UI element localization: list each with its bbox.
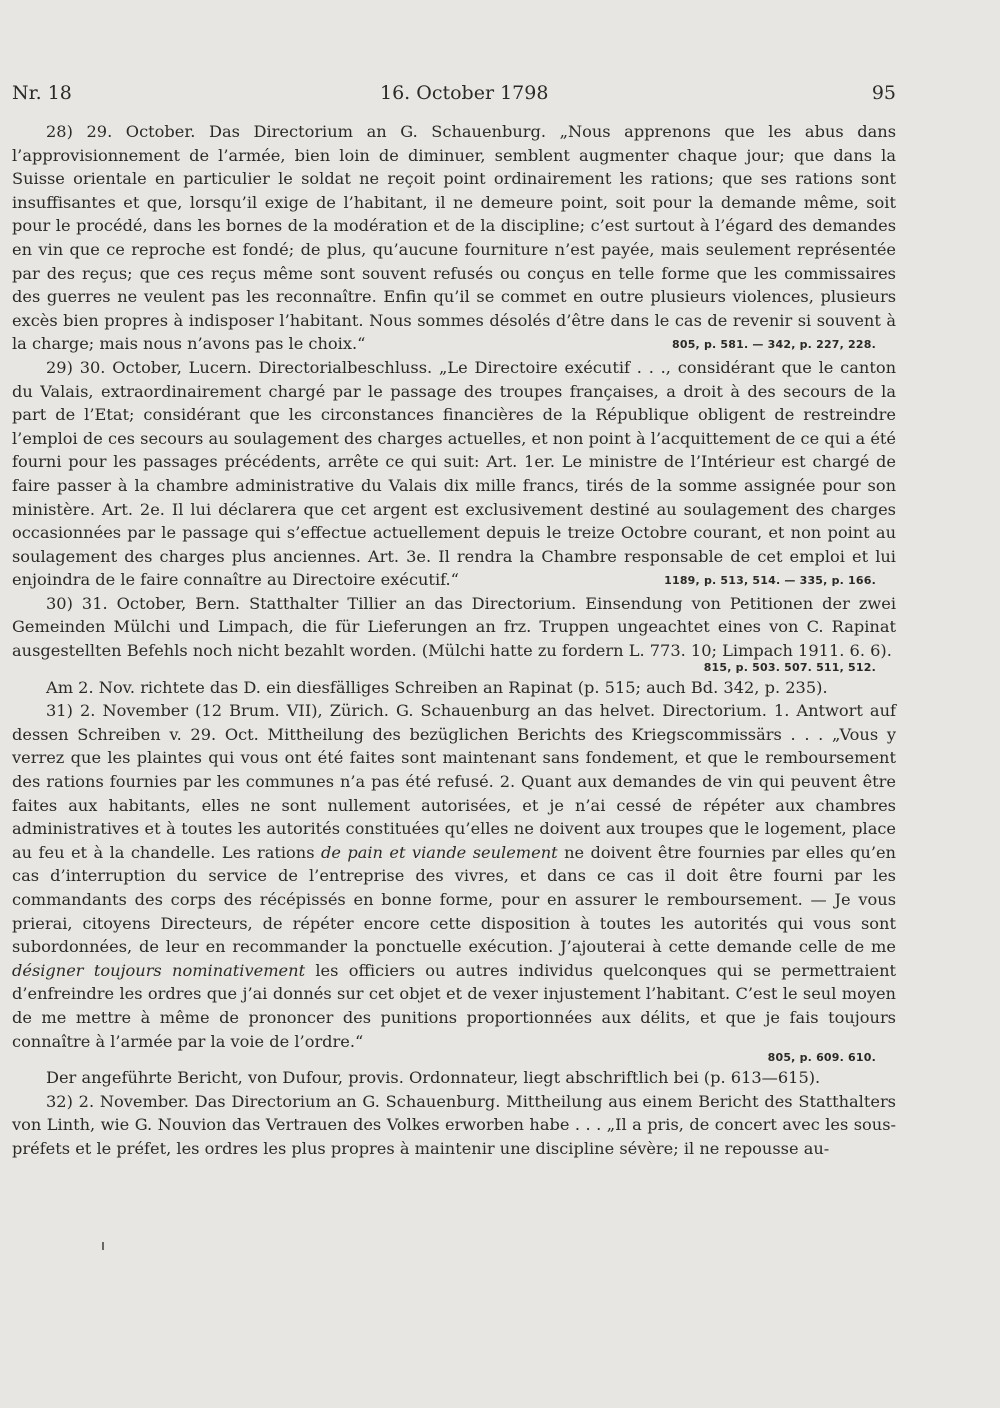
entry-31-text-a: 31) 2. November (12 Brum. VII), Zürich. G. Schauenburg an das helvet. Directorium. 1. Antwort auf dessen Schreiben v. 29. Oct. Mittheilung des bezüglichen Berichts des Kriegscommissärs . . . „Vous y verrez que les plaintes qui vous ont été faites sont maintenant sans fondement, et que le remboursement des rations fournies par les communes n’a pas été refusé. 2. Quant aux demandes de vin qui peuvent être faites aux habitants, elles ne sont nullement autorisées, et je n’ai cessé de répéter aux chambres administratives et à toutes les autorités constituées qu’elles ne doivent aux troupes que le logement, place au feu et à la chandelle. Les rations: [12, 701, 896, 862]
entry-28-reference: 805, p. 581. — 342, p. 227, 228.: [671, 337, 876, 351]
document-number: Nr. 18: [12, 82, 72, 104]
entry-31-emphasis-a: de pain et viande seulement: [320, 842, 558, 862]
entry-30: 30) 31. October, Bern. Statthalter Tillier an das Directorium. Einsendung von Petitionen der zwei Gemeinden Mülchi und Limpach, die für Lieferungen an frz. Truppen ungeachtet eines von C. Rapinat ausgestellten Befehls noch nicht bezahlt worden. (Mülchi hatte zu fordern L. 773. 10; Limpach 1911. 6. 6).: [12, 593, 896, 661]
entry-31-text-b: ne doivent être fournies par elles qu’en cas d’interruption du service de l’entreprise des vivres, et dans ce cas il doit être fourni par les commandants des corps des récépissés en bonne forme, pour en assurer le remboursement. — Je vous prierai, citoyens Directeurs, de répéter encore cette disposition à toutes les autorités qui vous sont subordonnées, de leur en recommander la ponctuelle exécution. J’ajouterai à cette demande celle de me: [12, 842, 896, 957]
document-body: [12, 120, 896, 1161]
entry-32: 32) 2. November. Das Directorium an G. Schauenburg. Mittheilung aus einem Bericht des Statthalters von Linth, wie G. Nouvion das Vertrauen des Volkes erworben habe . . . „Il a pris, de concert avec les sous-préfets et le préfet, les ordres les plus propres à maintenir une discipline sévère; il ne repousse au-: [12, 1091, 896, 1158]
page-mark: [102, 1242, 104, 1250]
entry-30-reference: 815, p. 503. 507. 511, 512.: [703, 660, 876, 674]
entry-31-reference: 805, p. 609. 610.: [767, 1051, 876, 1065]
entry-31-note: Der angeführte Bericht, von Dufour, provis. Ordonnateur, liegt abschriftlich bei (p. 613—615).: [46, 1068, 821, 1088]
entry-31-emphasis-b: désigner toujours nominativement: [12, 960, 306, 980]
page-number: 95: [871, 82, 896, 104]
entry-28: 28) 29. October. Das Directorium an G. Schauenburg. „Nous apprenons que les abus dans l’approvisionnement de l’armée, bien loin de diminuer, semblent augmenter chaque jour; que dans la Suisse orientale en particulier le soldat ne reçoit point ordinairement les rations; que ses rations sont insuffisantes et que, lorsqu’il exige de l’habitant, il ne demeure point, soit pour la demande même, soit pour le procédé, dans les bornes de la modération et de la discipline; c’est surtout à l’égard des demandes en vin que ce reproche est fondé; de plus, qu’aucune fourniture n’est payée, mais seulement représentée par des reçus; que ces reçus même sont souvent refusés ou conçus en telle forme que les commissaires des guerres ne veulent pas les reconnaître. Enfin qu’il se commet en outre plusieurs violences, plusieurs excès bien propres à indisposer l’habitant. Nous sommes désolés d’être dans le cas de revenir si souvent à la charge; mais nous n’avons pas le choix.“: [12, 122, 896, 354]
entry-30-note: Am 2. Nov. richtete das D. ein diesfälliges Schreiben an Rapinat (p. 515; auch Bd. 342, p. 235).: [46, 677, 828, 697]
entry-31-text-c: les officiers ou autres individus quelconques qui se permettraient d’enfreindre les ordres que j’ai donnés sur cet objet et de vexer injustement l’habitant. C’est le seul moyen de me mettre à même de prononcer des punitions proportionnées aux délits, et que je fais toujours connaître à l’armée par la voie de l’ordre.“: [12, 960, 896, 1051]
header-date: 16. October 1798: [380, 82, 549, 104]
entry-31: [12, 699, 896, 1053]
entry-29-reference: 1189, p. 513, 514. — 335, p. 166.: [664, 573, 876, 587]
page-header: [12, 82, 896, 108]
entry-29: 29) 30. October, Lucern. Directorialbeschluss. „Le Directoire exécutif . . ., considérant que le canton du Valais, extraordinairement chargé par le passage des troupes françaises, a droit à des secours de la part de l’Etat; considérant que les circonstances financières de la République obligent de restreindre l’emploi de ces secours au soulagement des charges actuelles, et non point à l’acquittement de ce qui a été fourni pour les passages précédents, arrête ce qui suit: Art. 1er. Le ministre de l’Intérieur est chargé de faire passer à la chambre administrative du Valais dix mille francs, tirés de la somme assignée pour son ministère. Art. 2e. Il lui déclarera que cet argent est exclusivement destiné au soulagement des charges occasionnées par le passage qui s’effectue actuellement depuis le treize Octobre courant, et non point au soulagement des charges plus anciennes. Art. 3e. Il rendra la Chambre responsable de cet emploi et lui enjoindra de le faire connaître au Directoire exécutif.“: [12, 357, 896, 590]
